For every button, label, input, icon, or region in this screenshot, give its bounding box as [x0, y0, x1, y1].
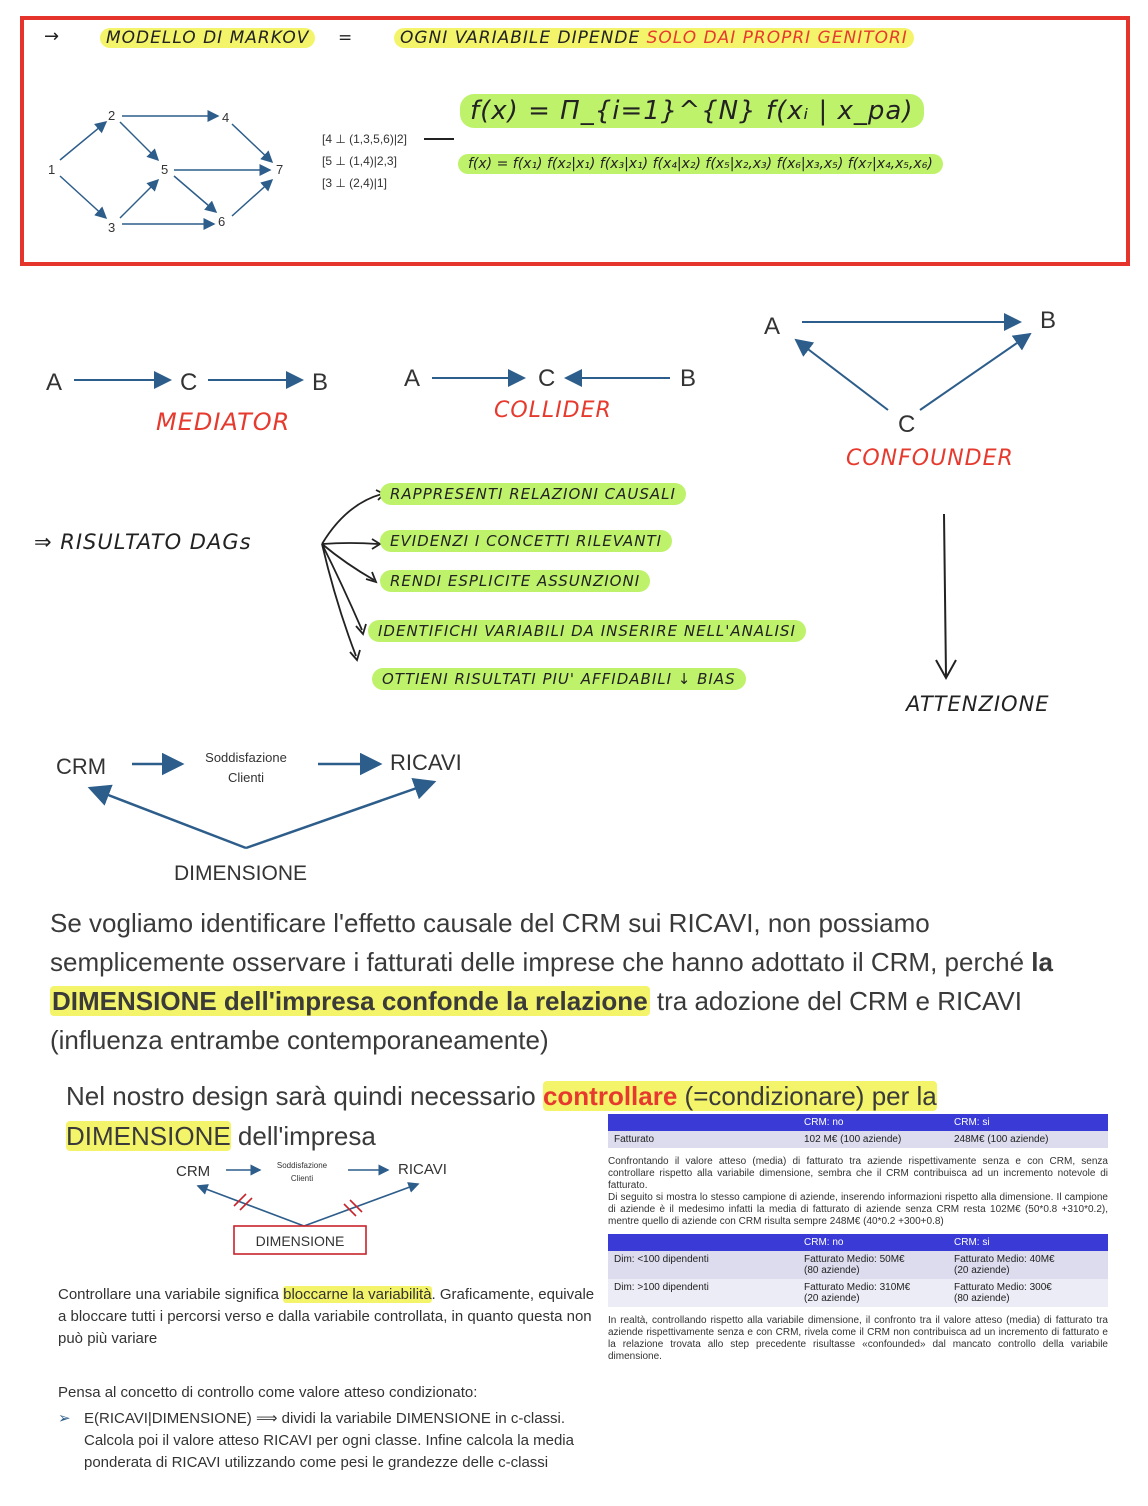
- confounder-node-a: A: [764, 313, 781, 340]
- mediator-node-b: B: [312, 369, 329, 396]
- bullet-arrow-icon: ➢: [58, 1410, 71, 1427]
- edge-1-2: [60, 122, 106, 160]
- collider-label: COLLIDER: [494, 398, 612, 423]
- note-3: In realtà, controllando rispetto alla variabile dimensione, il confronto tra il valore atteso (media) di fatturato tra aziende rispettivamente senza e con CRM, rivela come il CRM non contribuisca ad un incremento di fatturato e la relazione trovata allo step precedente risultasse «confounded» dal mancato controllo della variabile dimensione.: [608, 1315, 1108, 1362]
- crm-diagram: [50, 740, 490, 890]
- markov-title: MODELLO DI MARKOV: [100, 28, 315, 48]
- dimensione-node: DIMENSIONE: [174, 862, 308, 885]
- node-2: 2: [108, 108, 116, 123]
- node-5: 5: [161, 162, 169, 177]
- indep-1: [4 ⊥ (1,3,5,6)|2]: [322, 132, 407, 146]
- markov-graph: [40, 100, 300, 240]
- note-1: Confrontando il valore atteso (media) di fatturato tra aziende rispettivamente senza e con CRM, senza controllare rispetto alla variabile dimensione, sembra che il CRM contribuisca ad un incremento notevole di fatturato.: [608, 1156, 1108, 1191]
- result-item-4: IDENTIFICHI VARIABILI DA INSERIRE NELL'ANALISI: [368, 622, 806, 640]
- edge-5-6: [174, 176, 216, 212]
- satisfaction-node-l1: Soddisfazione: [205, 750, 287, 765]
- controlled-diagram: [168, 1154, 468, 1258]
- result-item-3: RENDI ESPLICITE ASSUNZIONI: [380, 572, 650, 590]
- table-unconditioned: CRM: no CRM: si Fatturato 102 M€ (100 aziende) 248M€ (100 aziende): [608, 1114, 1108, 1148]
- markov-definition: OGNI VARIABILE DIPENDE SOLO DAI PROPRI GENITORI: [394, 28, 914, 48]
- formula-product: f(x) = Π_{i=1}^{N} f(xᵢ | x_pa): [460, 96, 924, 126]
- collider-node-c: C: [538, 365, 556, 392]
- pointer-line: [424, 138, 454, 140]
- expectation-block: [58, 1382, 618, 1474]
- expectation-bullet: E(RICAVI|DIMENSIONE) ⟹ dividi la variabile DIMENSIONE in c-classi. Calcola poi il valore atteso RICAVI per ogni classe. Infine calcola la media ponderata di RICAVI utilizzando come pesi le grandezze delle c-classi: [84, 1410, 574, 1471]
- edge-4-7: [232, 124, 272, 162]
- table-conditioned: CRM: no CRM: si Dim: <100 dipendenti Fatturato Medio: 50M€ (80 aziende) Fatturato Medio: 40M€ (20 aziende) Dim: >100 dipendenti Fatturato Medio: 310M€ (20 aziende) Fatturato Medio: 300€ (80 aziende): [608, 1234, 1108, 1307]
- result-lead: ⇒ RISULTATO DAGs: [34, 530, 252, 554]
- table-row: Fatturato 102 M€ (100 aziende) 248M€ (100 aziende): [608, 1131, 1108, 1148]
- node-3: 3: [108, 220, 116, 235]
- small-ricavi-node: RICAVI: [398, 1161, 447, 1178]
- confounder-edge-ca: [796, 340, 888, 410]
- independence-list: [322, 128, 407, 194]
- small-satisfaction-l1: Soddisfazione: [276, 1161, 328, 1170]
- satisfaction-node-l2: Clienti: [227, 770, 265, 785]
- table-row: Dim: <100 dipendenti Fatturato Medio: 50M€ (80 aziende) Fatturato Medio: 40M€ (20 aziende): [608, 1251, 1108, 1279]
- causal-paragraph: Se vogliamo identificare l'effetto causale del CRM sui RICAVI, non possiamo semplicemente osservare i fatturati delle imprese che hanno adottato il CRM, perché la DIMENSIONE dell'impresa confonde la relazione tra adozione del CRM e RICAVI (influenza entrambe contemporaneamente): [50, 908, 1053, 1055]
- control-text: Controllare una variabile significa bloccarne la variabilità. Graficamente, equivale a bloccare tutti i percorsi verso e dalla variabile controllata, in quanto questa non può più variare: [58, 1286, 595, 1347]
- ricavi-node: RICAVI: [390, 750, 462, 775]
- confounder-edge-cb: [920, 334, 1030, 410]
- small-crm-node: CRM: [176, 1163, 211, 1180]
- node-1: 1: [48, 162, 56, 177]
- attention-arrow: [930, 512, 970, 684]
- edge-6-7: [232, 180, 272, 216]
- edge-3-5: [120, 180, 158, 218]
- confounder-node-b: B: [1040, 307, 1057, 334]
- table-row: Dim: >100 dipendenti Fatturato Medio: 310M€ (20 aziende) Fatturato Medio: 300€ (80 aziende): [608, 1279, 1108, 1307]
- node-4: 4: [222, 110, 230, 125]
- comparison-panel: [608, 1114, 1108, 1363]
- confounder-node-c: C: [898, 411, 916, 438]
- note-2: Di seguito si mostra lo stesso campione di aziende, inserendo informazioni rispetto alla dimensione. Il campione di aziende è il medesimo infatti la media di fatturato di aziende senza CRM resta 102M€ (50*0.8 +310*0.2), mentre quello di aziende con CRM risulta sempre 248M€ (40*0.2 +300+0.8): [608, 1192, 1108, 1227]
- attention-label: ATTENZIONE: [906, 692, 1050, 716]
- indep-3: [3 ⊥ (2,4)|1]: [322, 176, 387, 190]
- edge-1-3: [60, 176, 106, 218]
- small-satisfaction-l2: Clienti: [290, 1174, 314, 1183]
- expectation-intro: Pensa al concetto di controllo come valore atteso condizionato:: [58, 1384, 478, 1401]
- small-dimensione-node: DIMENSIONE: [255, 1233, 345, 1249]
- confounder-label: CONFOUNDER: [846, 446, 1014, 471]
- mediator-node-a: A: [46, 369, 63, 396]
- edge-2-5: [120, 122, 158, 160]
- result-item-1: RAPPRESENTI RELAZIONI CAUSALI: [380, 485, 686, 503]
- collider-node-b: B: [680, 365, 697, 392]
- result-item-2: EVIDENZI I CONCETTI RILEVANTI: [380, 532, 672, 550]
- indep-2: [5 ⊥ (1,4)|2,3]: [322, 154, 397, 168]
- arrow-mark: →: [44, 26, 61, 47]
- node-6: 6: [218, 214, 226, 229]
- crm-edge-dim-ricavi: [246, 782, 434, 848]
- result-item-5: OTTIENI RISULTATI PIU' AFFIDABILI ↓ BIAS: [372, 670, 746, 688]
- collider-node-a: A: [404, 365, 421, 392]
- design-sentence: Nel nostro design sarà quindi necessario controllare (=condizionare) per la DIMENSIONE dell'impresa: [66, 1081, 937, 1151]
- node-7: 7: [276, 162, 284, 177]
- crm-edge-dim-crm: [90, 788, 246, 848]
- markov-equals: =: [338, 28, 354, 48]
- mediator-label: MEDIATOR: [156, 408, 291, 436]
- mediator-node-c: C: [180, 369, 198, 396]
- formula-expanded: f(x) = f(x₁) f(x₂|x₁) f(x₃|x₁) f(x₄|x₂) f(x₅|x₂,x₃) f(x₆|x₃,x₅) f(x₇|x₄,x₅,x₆): [458, 156, 943, 172]
- crm-node: CRM: [56, 754, 107, 779]
